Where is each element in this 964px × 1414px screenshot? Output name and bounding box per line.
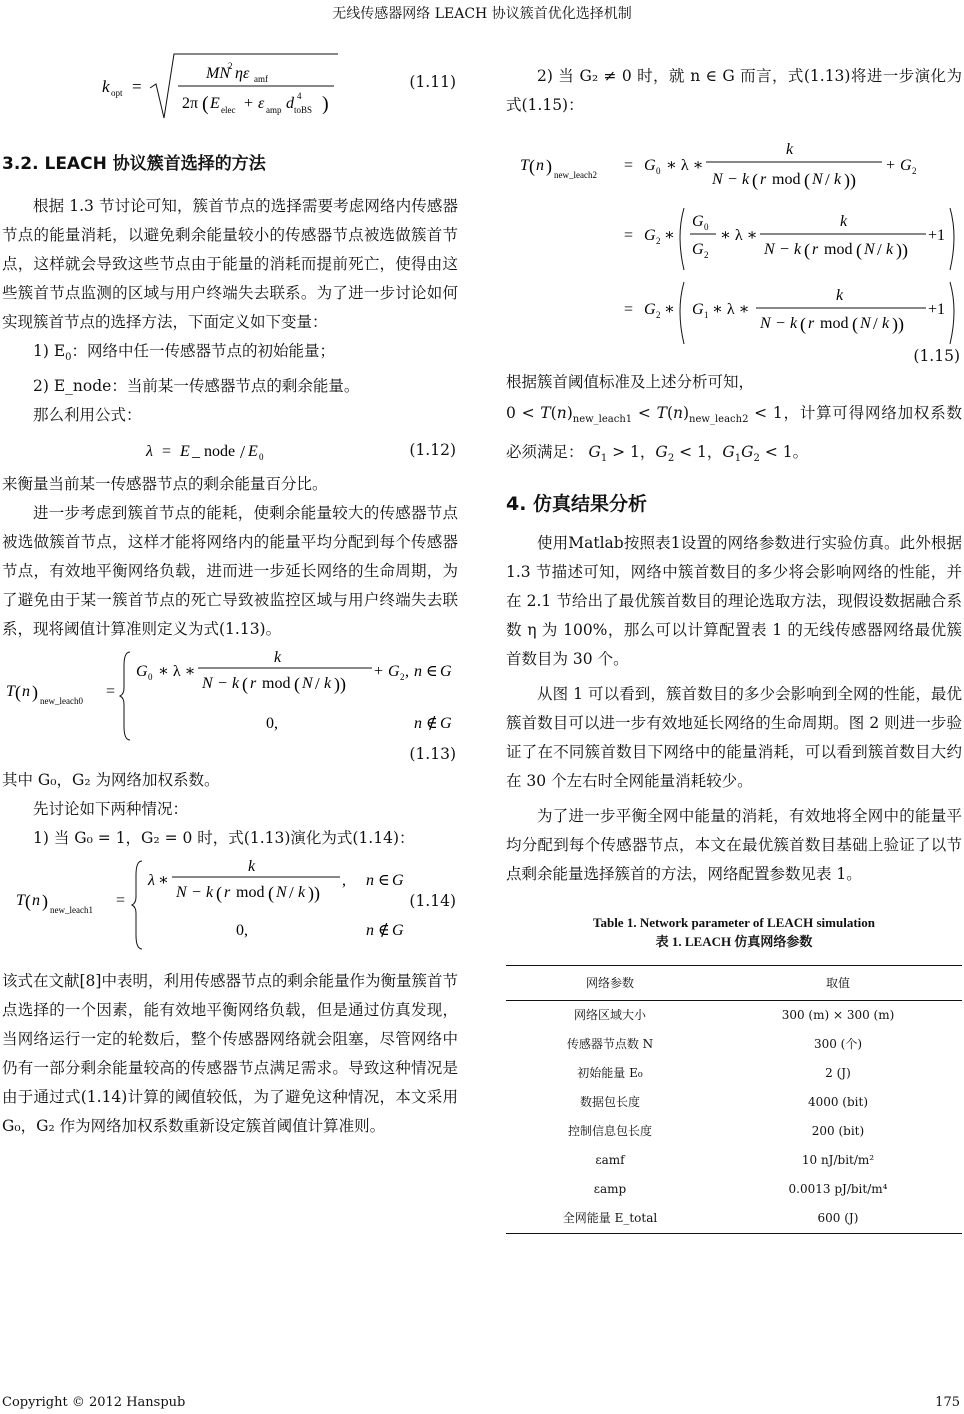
svg-text:=: =: [106, 683, 116, 701]
svg-text:new_leach1: new_leach1: [50, 905, 93, 916]
formula-threshold-t-leach2: [506, 124, 962, 348]
equation-1-13: [2, 644, 458, 766]
svg-text:(: (: [529, 156, 535, 176]
paragraph: 其中 G₀，G₂ 为网络加权系数。: [2, 771, 220, 790]
svg-text:0: 0: [656, 166, 661, 176]
table-cell: 控制信息包长度: [567, 1124, 652, 1139]
equation-1-15: [506, 120, 962, 368]
svg-text:N: N: [864, 241, 875, 258]
table-cell: 全网能量 E_total: [562, 1211, 658, 1226]
left-column: [2, 48, 458, 1141]
svg-text:+: +: [886, 157, 896, 174]
inequality-formula: $0 < T(n)_{new\_leach1} < T(n)_{new\_leach2} < 1$: [506, 404, 783, 426]
svg-text:N: N: [760, 315, 771, 332]
svg-text:(: (: [804, 170, 810, 190]
svg-text:k: k: [742, 171, 750, 188]
svg-text:G: G: [692, 241, 704, 258]
svg-text:−: −: [218, 675, 228, 693]
table-cell: εamp: [593, 1182, 627, 1197]
svg-text:T: T: [520, 157, 529, 174]
svg-text:,: ,: [342, 872, 346, 890]
svg-text:E: E: [248, 443, 258, 461]
svg-text:G: G: [644, 227, 656, 244]
svg-text:toBS: toBS: [294, 105, 313, 115]
svg-text:opt: opt: [111, 88, 123, 98]
svg-text:_ node: _ node: [192, 443, 236, 461]
paragraph-inequality: [506, 397, 962, 475]
var-label: 1) E: [33, 342, 66, 360]
table-row: [506, 1059, 962, 1088]
table-cell: 600 (J): [817, 1211, 859, 1226]
svg-text:2: 2: [400, 672, 405, 683]
svg-text:−: −: [780, 241, 790, 258]
svg-text:r: r: [224, 884, 231, 902]
svg-text:∗: ∗: [664, 301, 675, 318]
svg-text:0,: 0,: [266, 715, 278, 733]
table-cell: 4000 (bit): [807, 1095, 869, 1110]
svg-text:)): )): [308, 883, 320, 904]
svg-text:G: G: [388, 663, 400, 681]
svg-text:G: G: [392, 872, 404, 890]
svg-text:−: −: [192, 884, 202, 902]
svg-text:G: G: [900, 157, 912, 174]
svg-text:k: k: [324, 675, 332, 693]
paragraph: 进一步考虑到簇首节点的能耗，使剩余能量较大的传感器节点被选做簇首节点，这样才能将网络内的能量平均分配到每个传感器节点，有效地平衡网络负载，进而进一步延长网络的生命周期，为了避免由于某一簇首节点的死亡导致被监控区域与用户终端失去联系，现将阈值计算准则定义为式(1.13)。: [2, 504, 458, 639]
equation-1-12: [2, 430, 458, 470]
table-row: [506, 1001, 962, 1031]
svg-text:k: k: [298, 884, 306, 902]
table-cell: 0.0013 pJ/bit/m⁴: [788, 1182, 888, 1197]
svg-text:)): )): [334, 674, 346, 695]
svg-text:E: E: [210, 95, 220, 112]
svg-text:(: (: [752, 170, 758, 190]
svg-text:)): )): [892, 314, 904, 334]
paragraph: 使用Matlab按照表1设置的网络参数进行实验仿真。此外根据 1.3 节描述可知，网络中簇首数目的多少将会影响网络的性能，并在 2.1 节给出了最优簇首数目的理论选取方法，现假设数据融合系数 η 为 100%，那么可以计算配置表 1 的无线传感器网络最优簇首数目为 30 个。: [506, 534, 962, 669]
svg-text:4: 4: [297, 91, 302, 101]
svg-text:(: (: [202, 93, 209, 115]
svg-text:n: n: [414, 663, 422, 681]
svg-text:(: (: [856, 240, 862, 260]
var-label: 2) E: [33, 377, 66, 396]
svg-text:0: 0: [704, 222, 709, 232]
svg-text:2: 2: [704, 250, 709, 260]
svg-text:N: N: [202, 675, 213, 693]
svg-text:λ: λ: [146, 443, 153, 461]
svg-text:k: k: [274, 649, 282, 667]
svg-text:1: 1: [704, 310, 709, 320]
svg-text:N: N: [812, 171, 823, 188]
svg-text:amf: amf: [254, 74, 268, 84]
paragraph: 来衡量当前某一传感器节点的剩余能量百分比。: [2, 475, 328, 494]
svg-text:=: =: [624, 157, 634, 174]
svg-text:2π: 2π: [182, 95, 199, 112]
svg-text:G: G: [392, 922, 404, 940]
svg-text:/: /: [873, 314, 878, 333]
svg-text:mod: mod: [824, 241, 853, 258]
table-cell: 网络区域大小: [573, 1008, 646, 1023]
equation-number: (1.12): [409, 441, 456, 460]
svg-text:(: (: [852, 314, 858, 334]
svg-text:,: ,: [405, 663, 409, 681]
svg-text:r: r: [808, 315, 815, 332]
paragraph: 根据 1.3 节讨论可知，簇首节点的选择需要考虑网络内传感器节点的能量消耗，以避免剩余能量较小的传感器节点被选做簇首节点，这样就会导致这些节点由于能量的消耗而提前死亡，使得由这些簇首节点监测的区域与用户终端失去联系。为了进一步讨论如何实现簇首节点的选择方法，下面定义如下变量：: [2, 197, 458, 331]
svg-text:∗ λ ∗: ∗ λ ∗: [666, 157, 704, 174]
svg-text:k: k: [102, 77, 110, 96]
formula-threshold-t-leach1: [2, 855, 422, 955]
svg-text:)): )): [896, 240, 908, 260]
table-cell: 初始能量 E₀: [577, 1066, 643, 1081]
paragraph-text: ，计算可得网络加权系数必须满足：: [506, 404, 962, 462]
table-header: 取值: [825, 975, 850, 990]
paragraph: 2) 当 G₂ ≠ 0 时，就 n ∈ G 而言，式(1.13)将进一步演化为式(1.15)：: [506, 67, 962, 114]
network-parameter-table: [506, 965, 962, 1234]
table-caption-zh: 表 1. LEACH 仿真网络参数: [655, 934, 813, 950]
svg-text:G: G: [440, 715, 452, 733]
svg-text:(: (: [800, 314, 806, 334]
svg-text:MN: MN: [206, 65, 230, 82]
svg-text:k: k: [232, 675, 240, 693]
constraint-formula: $G_1 > 1$，$G_2 < 1$，$G_1G_2 < 1$。: [588, 443, 809, 465]
svg-text:): ): [546, 156, 552, 176]
svg-text:∈: ∈: [426, 663, 438, 681]
right-column: [506, 62, 962, 1234]
svg-text:r: r: [812, 241, 819, 258]
table-row: [506, 1117, 962, 1146]
paragraph: 1) 当 G₀ = 1，G₂ = 0 时，式(1.13)演化为式(1.14)：: [33, 829, 415, 848]
svg-text:G: G: [644, 157, 656, 174]
table-cell: 300 (m) × 300 (m): [781, 1008, 895, 1023]
svg-text:∉: ∉: [426, 715, 438, 733]
svg-text:r: r: [250, 675, 257, 693]
running-title: 无线传感器网络 LEACH 协议簇首优化选择机制: [332, 6, 632, 22]
list-item-enode: [2, 372, 458, 401]
svg-text:elec: elec: [221, 105, 236, 115]
svg-text:k: k: [786, 141, 794, 158]
svg-text:+: +: [244, 95, 254, 112]
paragraph: 为了进一步平衡全网中能量的消耗，有效地将全网中的能量平均分配到每个传感器节点，本文在最优簇首数目基础上验证了以节点剩余能量选择簇首的方法，网络配置参数见表 1。: [506, 807, 962, 884]
svg-text:=: =: [132, 77, 142, 96]
paragraph: 该式在文献[8]中表明，利用传感器节点的剩余能量作为衡量簇首节点选择的一个因素，能有效地平衡网络负载，但是通过仿真发现，当网络运行一定的轮数后，整个传感器网络就会阻塞，尽管网络中仍有一部分剩余能量较高的传感器节点满足需求。导致这种情况是由于通过式(1.14)计算的阈值较低，为了避免这种情况，本文采用 G₀，G₂ 作为网络加权系数重新设定簇首阈值计算准则。: [2, 972, 458, 1136]
svg-text:(: (: [25, 891, 31, 912]
equation-number: (1.14): [409, 892, 456, 911]
var-desc: _node：当前某一传感器节点的剩余能量。: [65, 377, 360, 396]
paragraph: 那么利用公式：: [33, 406, 142, 425]
svg-text:mod: mod: [262, 675, 291, 693]
svg-text:T: T: [16, 892, 25, 910]
formula-lambda: [142, 430, 342, 470]
svg-text:∉: ∉: [378, 922, 390, 940]
svg-text:∗: ∗: [158, 872, 169, 890]
table-cell: 数据包长度: [579, 1095, 640, 1110]
svg-text:/: /: [289, 883, 294, 903]
svg-text:=: =: [624, 301, 634, 318]
subscript: 0: [65, 352, 72, 364]
table-row: [506, 1030, 962, 1059]
svg-text:(: (: [268, 883, 274, 904]
svg-text:2: 2: [228, 61, 233, 71]
table-caption-en: Table 1. Network parameter of LEACH simulation: [592, 915, 876, 931]
svg-text:mod: mod: [772, 171, 801, 188]
svg-text:+: +: [374, 663, 384, 681]
svg-text:−: −: [728, 171, 738, 188]
svg-text:+1: +1: [928, 227, 946, 244]
svg-text:∈: ∈: [378, 872, 390, 890]
svg-text:(: (: [216, 883, 222, 904]
svg-text:N: N: [176, 884, 187, 902]
svg-text:G: G: [644, 301, 656, 318]
equation-number: (1.15): [913, 347, 960, 365]
svg-text:N: N: [860, 315, 871, 332]
section-heading-3-2: 3.2. LEACH 协议簇首选择的方法: [2, 154, 266, 174]
svg-text:new_leach0: new_leach0: [40, 696, 83, 707]
svg-text:k: k: [794, 241, 802, 258]
svg-text:k: k: [790, 315, 798, 332]
svg-text:(: (: [242, 674, 248, 695]
svg-text:n: n: [366, 872, 374, 890]
svg-text:/: /: [240, 442, 246, 463]
svg-text:G: G: [692, 301, 704, 318]
svg-text:n: n: [414, 715, 422, 733]
svg-text:n: n: [536, 157, 544, 174]
table-row: [506, 1175, 962, 1204]
footer-page-number: 175: [935, 1395, 960, 1410]
svg-text:+1: +1: [928, 301, 946, 318]
table-row: [506, 1088, 962, 1117]
svg-text:2: 2: [912, 166, 917, 176]
svg-text:n: n: [22, 683, 30, 701]
svg-text:): ): [42, 891, 48, 912]
paragraph: 从图 1 可以看到，簇首数目的多少会影响到全网的性能，最优簇首数目可以进一步有效地延长网络的生命周期。图 2 则进一步验证了在不同簇首数目下网络中的能量消耗，可以看到簇首数目大约在 30 个左右时全网能量消耗较少。: [506, 685, 962, 791]
svg-text:T: T: [6, 683, 15, 701]
equation-number: (1.13): [409, 745, 456, 764]
svg-text:/: /: [877, 240, 882, 259]
svg-text:)): )): [844, 170, 856, 190]
svg-text:2: 2: [656, 310, 661, 320]
svg-text:∗ λ ∗: ∗ λ ∗: [720, 227, 758, 244]
svg-text:λ: λ: [148, 872, 155, 890]
svg-text:∗ λ ∗: ∗ λ ∗: [712, 301, 750, 318]
svg-text:E: E: [180, 443, 190, 461]
table-row: [506, 1146, 962, 1175]
formula-threshold-t-leach0: [2, 646, 458, 746]
svg-text:G: G: [692, 213, 704, 230]
svg-text:G: G: [136, 663, 148, 681]
svg-text:N: N: [712, 171, 723, 188]
svg-text:n: n: [366, 922, 374, 940]
svg-text:): ): [32, 682, 38, 703]
svg-text:n: n: [32, 892, 40, 910]
svg-text:N: N: [764, 241, 775, 258]
equation-1-14: [2, 853, 458, 957]
table-cell: 10 nJ/bit/m²: [801, 1153, 875, 1168]
svg-text:k: k: [882, 315, 890, 332]
svg-text:=: =: [624, 227, 634, 244]
svg-text:N: N: [302, 675, 313, 693]
table-header: 网络参数: [585, 975, 634, 990]
svg-text:/: /: [315, 674, 320, 694]
list-item-e0: [2, 337, 458, 372]
svg-text:2: 2: [656, 236, 661, 246]
paragraph: 先讨论如下两种情况：: [33, 800, 189, 819]
svg-text:amp: amp: [266, 105, 282, 115]
svg-text:mod: mod: [820, 315, 849, 332]
svg-text:k: k: [834, 171, 842, 188]
var-desc: ：网络中任一传感器节点的初始能量；: [71, 342, 336, 360]
svg-text:0,: 0,: [236, 922, 248, 940]
svg-text:=: =: [162, 443, 172, 461]
svg-text:0: 0: [148, 672, 153, 683]
svg-text:−: −: [776, 315, 786, 332]
svg-text:mod: mod: [236, 884, 265, 902]
svg-text:k: k: [886, 241, 894, 258]
svg-text:=: =: [116, 892, 126, 910]
svg-text:∗ λ ∗: ∗ λ ∗: [158, 663, 196, 681]
svg-text:ε: ε: [258, 95, 265, 112]
svg-text:k: k: [248, 858, 256, 876]
svg-text:d: d: [286, 95, 294, 112]
table-cell: 2 (J): [825, 1066, 851, 1081]
paragraph: 根据簇首阈值标准及上述分析可知，: [506, 373, 755, 391]
svg-text:k: k: [206, 884, 214, 902]
svg-text:(: (: [804, 240, 810, 260]
table-cell: 300 (个): [813, 1037, 863, 1052]
svg-text:): ): [322, 93, 329, 115]
svg-text:(: (: [294, 674, 300, 695]
svg-text:N: N: [276, 884, 287, 902]
footer-copyright: Copyright © 2012 Hanspub: [2, 1395, 186, 1410]
equation-number: (1.11): [409, 73, 456, 91]
section-heading-4: 4. 仿真结果分析: [506, 493, 648, 516]
svg-text:ηε: ηε: [235, 65, 250, 82]
table-cell: 传感器节点数 N: [566, 1037, 654, 1052]
svg-text:/: /: [825, 170, 830, 189]
svg-text:k: k: [836, 287, 844, 304]
formula-kopt: [98, 48, 458, 126]
svg-text:∗: ∗: [664, 227, 675, 244]
svg-text:G: G: [440, 663, 452, 681]
table-row: [506, 1204, 962, 1234]
svg-text:0: 0: [259, 452, 264, 463]
svg-text:k: k: [840, 213, 848, 230]
table-cell: εamf: [595, 1153, 625, 1168]
svg-text:(: (: [15, 682, 21, 703]
svg-text:r: r: [760, 171, 767, 188]
svg-text:new_leach2: new_leach2: [554, 170, 597, 180]
equation-1-11: [2, 48, 458, 126]
table-cell: 200 (bit): [811, 1124, 865, 1139]
